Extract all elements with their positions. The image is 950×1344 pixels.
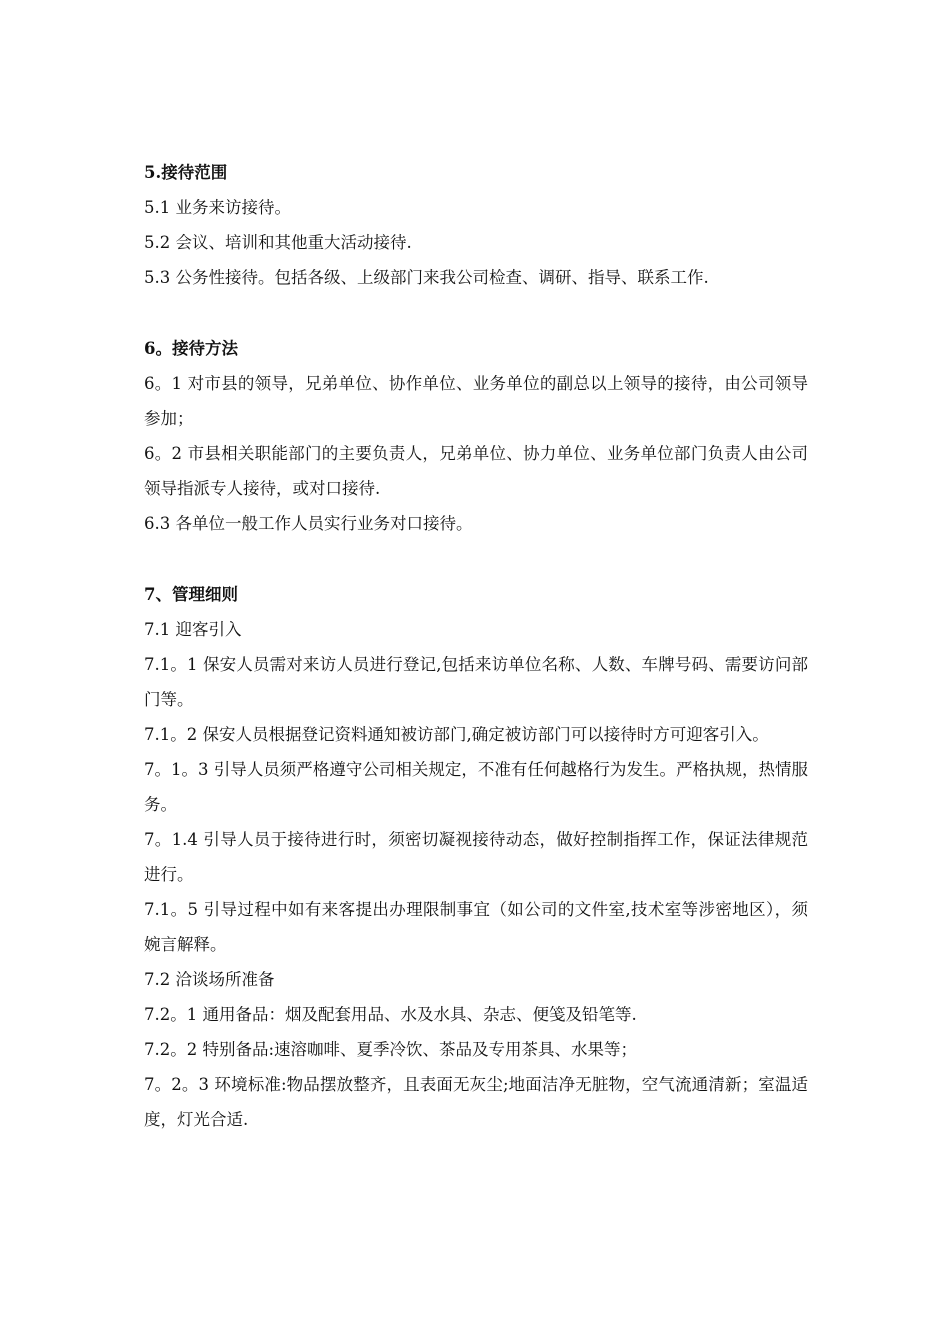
paragraph: 7.2。2 特别备品:速溶咖啡、夏季冷饮、茶品及专用茶具、水果等； <box>144 1040 638 1059</box>
paragraph: 7.2。1 通用备品：烟及配套用品、水及水具、杂志、便笺及铅笔等. <box>144 1005 637 1024</box>
paragraph: 7。1.4 引导人员于接待进行时，须密切凝视接待动态，做好控制指挥工作，保证法律规范进行。 <box>144 830 808 884</box>
paragraph: 6。2 市县相关职能部门的主要负责人，兄弟单位、协力单位、业务单位部门负责人由公司领导指派专人接待，或对口接待. <box>144 444 808 498</box>
section-reception-scope <box>144 155 808 295</box>
section-heading: 6。接待方法 <box>144 339 238 358</box>
paragraph: 7.1。1 保安人员需对来访人员进行登记,包括来访单位名称、人数、车牌号码、需要访问部门等。 <box>144 655 808 709</box>
paragraph: 6。1 对市县的领导，兄弟单位、协作单位、业务单位的副总以上领导的接待，由公司领导参加； <box>144 374 808 428</box>
paragraph: 5.2 会议、培训和其他重大活动接待. <box>144 233 412 252</box>
paragraph: 7。2。3 环境标准:物品摆放整齐，且表面无灰尘;地面洁净无脏物，空气流通清新；室温适度，灯光合适. <box>144 1075 808 1129</box>
paragraph: 5.1 业务来访接待。 <box>144 198 291 217</box>
paragraph: 7.1 迎客引入 <box>144 620 242 639</box>
section-reception-method <box>144 331 808 541</box>
section-heading: 5.接待范围 <box>144 163 228 182</box>
paragraph: 7.1。2 保安人员根据登记资料通知被访部门,确定被访部门可以接待时方可迎客引入。 <box>144 725 769 744</box>
paragraph: 7.2 洽谈场所准备 <box>144 970 275 989</box>
paragraph: 5.3 公务性接待。包括各级、上级部门来我公司检查、调研、指导、联系工作. <box>144 268 709 287</box>
section-management-rules <box>144 577 808 1137</box>
paragraph: 7.1。5 引导过程中如有来客提出办理限制事宜（如公司的文件室,技术室等涉密地区），须婉言解释。 <box>144 900 808 954</box>
document-body <box>144 155 808 1137</box>
paragraph: 7。1。3 引导人员须严格遵守公司相关规定，不准有任何越格行为发生。严格执规，热情服务。 <box>144 760 808 814</box>
section-heading: 7、管理细则 <box>144 585 238 604</box>
paragraph: 6.3 各单位一般工作人员实行业务对口接待。 <box>144 514 473 533</box>
